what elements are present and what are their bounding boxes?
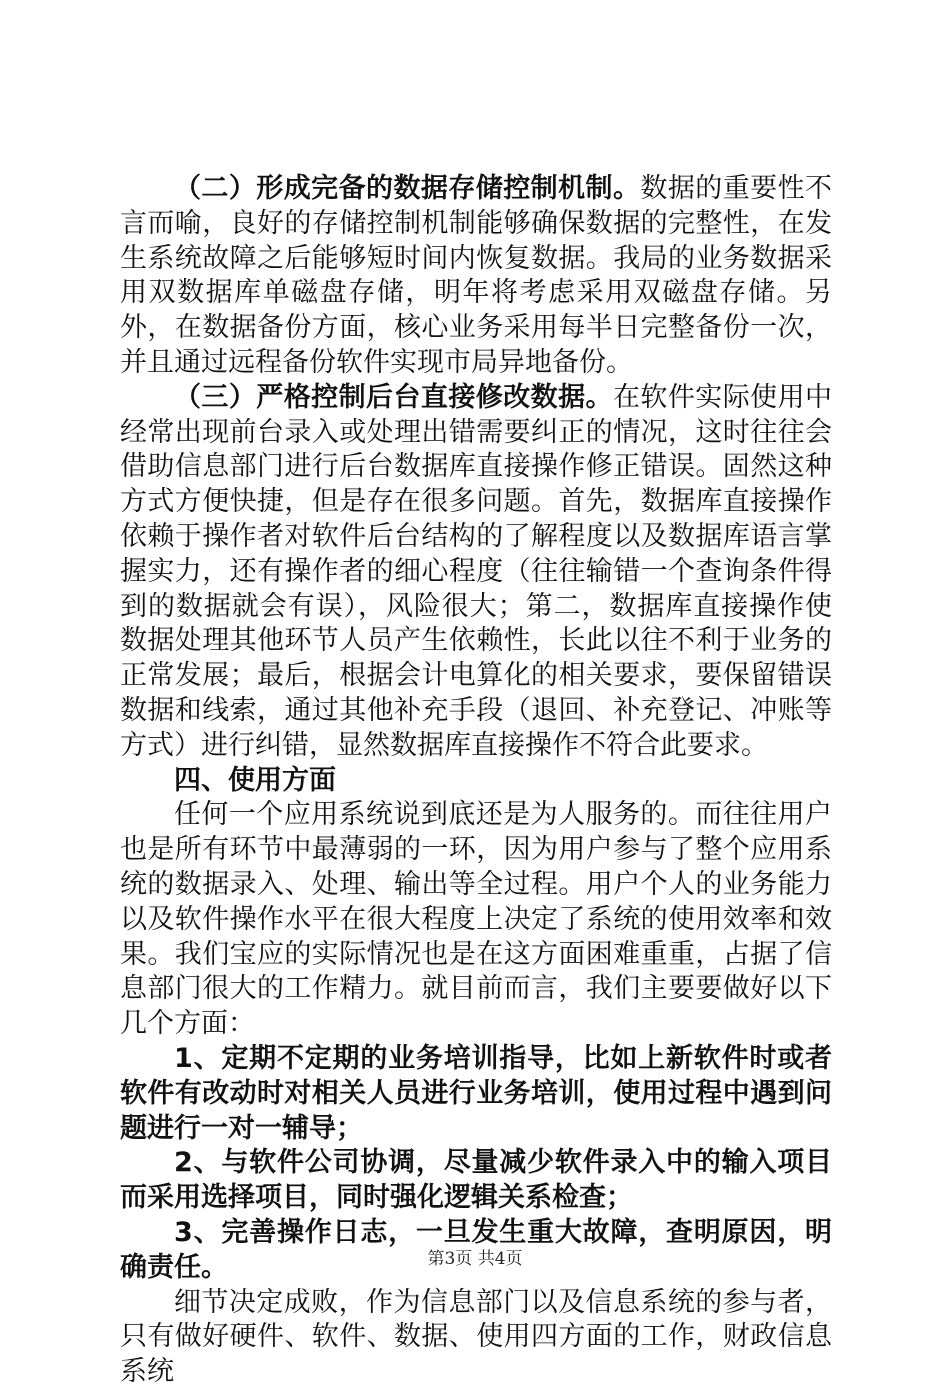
list-item-2: 2、与软件公司协调，尽量减少软件录入中的输入项目而采用选择项目，同时强化逻辑关系检查； bbox=[120, 1147, 832, 1214]
section-4-heading: 四、使用方面 bbox=[174, 764, 336, 796]
list-item-1: 1、定期不定期的业务培训指导，比如上新软件时或者软件有改动时对相关人员进行业务培训，使用过程中遇到问题进行一对一辅导； bbox=[120, 1042, 832, 1144]
section-2-paragraph bbox=[120, 172, 832, 381]
list-item-3: 3、完善操作日志，一旦发生重大故障，查明原因，明确责任。 bbox=[120, 1216, 832, 1283]
section-3-paragraph bbox=[120, 381, 832, 764]
conclusion-paragraph: 细节决定成败，作为信息部门以及信息系统的参与者，只有做好硬件、软件、数据、使用四方面的工作，财政信息系统 bbox=[120, 1286, 832, 1388]
page-footer: 第3页 共4页 bbox=[427, 1249, 523, 1269]
section-3-body: 在软件实际使用中经常出现前台录入或处理出错需要纠正的情况，这时往往会借助信息部门进行后台数据库直接操作修正错误。固然这种方式方便快捷，但是存在很多问题。首先，数据库直接操作依赖于操作者对软件后台结构的了解程度以及数据库语言掌握实力，还有操作者的细心程度（往往输错一个查询条件得到的数据就会有误），风险很大；第二，数据库直接操作使数据处理其他环节人员产生依赖性，长此以往不利于业务的正常发展；最后，根据会计电算化的相关要求，要保留错误数据和线索，通过其他补充手段（退回、补充登记、冲账等方式）进行纠错，显然数据库直接操作不符合此要求。 bbox=[120, 381, 833, 761]
section-4-intro: 任何一个应用系统说到底还是为人服务的。而往往用户也是所有环节中最薄弱的一环，因为用户参与了整个应用系统的数据录入、处理、输出等全过程。用户个人的业务能力以及软件操作水平在很大程度上决定了系统的使用效率和效果。我们宝应的实际情况也是在这方面困难重重，占据了信息部门很大的工作精力。就目前而言，我们主要要做好以下几个方面： bbox=[120, 799, 832, 1040]
section-3-heading: （三）严格控制后台直接修改数据。 bbox=[174, 381, 613, 413]
document-body bbox=[120, 172, 832, 1390]
section-2-body: 数据的重要性不言而喻，良好的存储控制机制能够确保数据的完整性，在发生系统故障之后能够短时间内恢复数据。我局的业务数据采用双数据库单磁盘存储，明年将考虑采用双磁盘存储。另外，在数据备份方面，核心业务采用每半日完整备份一次，并且通过远程备份软件实现市局异地备份。 bbox=[120, 173, 832, 378]
section-2-heading: （二）形成完备的数据存储控制机制。 bbox=[174, 173, 641, 204]
